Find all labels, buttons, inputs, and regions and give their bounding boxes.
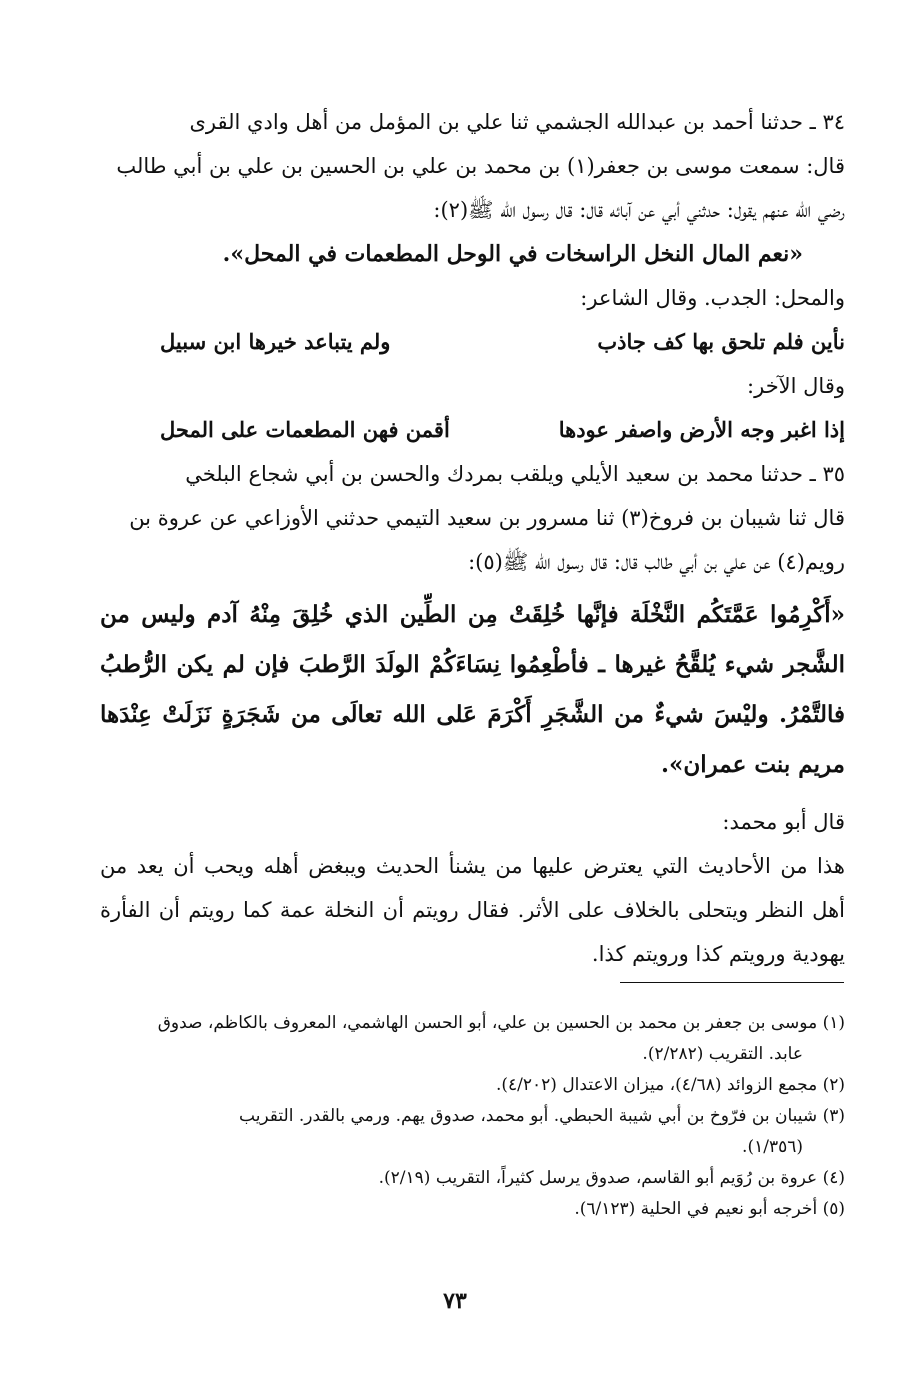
hadith-34-line-2: قال: سمعت موسى بن جعفر(١) بن محمد بن علي بن الحسين بن علي بن أبي طالب xyxy=(116,154,845,178)
author-comment: هذا من الأحاديث التي يعترض عليها من يشنأ الحديث ويبغض أهله ويحب أن يعد من أهل النظر ويتحلى بالخلاف على الأثر. فقال رويتم أن النخلة عمة كما رويتم أن الفأرة يهودية ورويتم كذا ورويتم كذا. xyxy=(100,854,845,966)
footnote-1-continuation: عابد. التقريب (٢/٢٨٢). xyxy=(642,1044,803,1064)
hadith-35-line-3: رويم(٤) عن علي بن أبي طالب قال: قال رسول الله ﷺ(٥): xyxy=(468,550,845,574)
footnote-3-continuation: (١/٣٥٦). xyxy=(742,1137,803,1157)
footnote-3: (٣) شيبان بن فرّوخ بن أبي شيبة الحبطي. أبو محمد، صدوق يهم. ورمي بالقدر. التقريب xyxy=(239,1106,845,1126)
verse-2 xyxy=(100,408,845,452)
footnote-1: (١) موسى بن جعفر بن محمد بن الحسين بن علي، أبو الحسن الهاشمي، المعروف بالكاظم، صدوق xyxy=(157,1013,845,1033)
footnote-2: (٢) مجمع الزوائد (٤/٦٨)، ميزان الاعتدال (٤/٢٠٢). xyxy=(495,1075,845,1095)
prophetic-quote-1: «نعم المال النخل الراسخات في الوحل المطعمات في المحل». xyxy=(222,241,803,267)
hadith-34-line-3: رضي الله عنهم يقول: حدثني أبي عن آبائه قال: قال رسول الله ﷺ(٢): xyxy=(433,198,845,222)
footnote-5: (٥) أخرجه أبو نعيم في الحلية (٦/١٢٣). xyxy=(574,1199,845,1219)
prophetic-quote-2: «أَكْرِمُوا عَمَّتَكُم النَّخْلَة فإنَّها خُلِقَتْ مِن الطِّين الذي خُلِقَ مِنْهُ آدم وليس من الشَّجر شيء يُلقَّحُ غيرها ـ فأطْعِمُوا نِسَاءَكُمْ الولَدَ الرَّطبَ فإن لم يكن الرُّطبُ فالتَّمْرُ. وليْسَ شيءٌ من الشَّجَرِ أَكْرَمَ عَلى الله تعالَى من شَجَرَةٍ نَزَلَتْ عِنْدَها مريم بنت عمران». xyxy=(100,601,845,778)
hadith-34-line-1: ٣٤ ـ حدثنا أحمد بن عبدالله الجشمي ثنا علي بن المؤمل من أهل وادي القرى xyxy=(189,110,845,134)
footnotes xyxy=(100,1008,845,1225)
other-poet-line: وقال الآخر: xyxy=(747,374,845,398)
verse-1 xyxy=(100,320,845,364)
verse-1-second-hemistich: ولم يتباعد خيرها ابن سبيل xyxy=(160,329,391,354)
hadith-35-line-2: قال ثنا شيبان بن فروخ(٣) ثنا مسرور بن سعيد التيمي حدثني الأوزاعي عن عروة بن xyxy=(129,506,845,530)
footnote-separator xyxy=(620,982,844,983)
abu-muhammad-heading: قال أبو محمد: xyxy=(722,810,845,834)
main-text xyxy=(100,100,845,976)
gloss-line: والمحل: الجدب. وقال الشاعر: xyxy=(580,286,845,310)
verse-2-second-hemistich: أقمن فهن المطعمات على المحل xyxy=(160,417,450,442)
footnote-4: (٤) عروة بن رُوَيم أبو القاسم، صدوق يرسل كثيراً، التقريب (٢/١٩). xyxy=(378,1168,845,1188)
verse-1-first-hemistich: نأين فلم تلحق بها كف جاذب xyxy=(597,329,845,354)
hadith-35-line-1: ٣٥ ـ حدثنا محمد بن سعيد الأيلي ويلقب بمردك والحسن بن أبي شجاع البلخي xyxy=(185,462,845,486)
page-number: ٧٣ xyxy=(443,1288,467,1314)
verse-2-first-hemistich: إذا اغبر وجه الأرض واصفر عودها xyxy=(558,417,845,442)
